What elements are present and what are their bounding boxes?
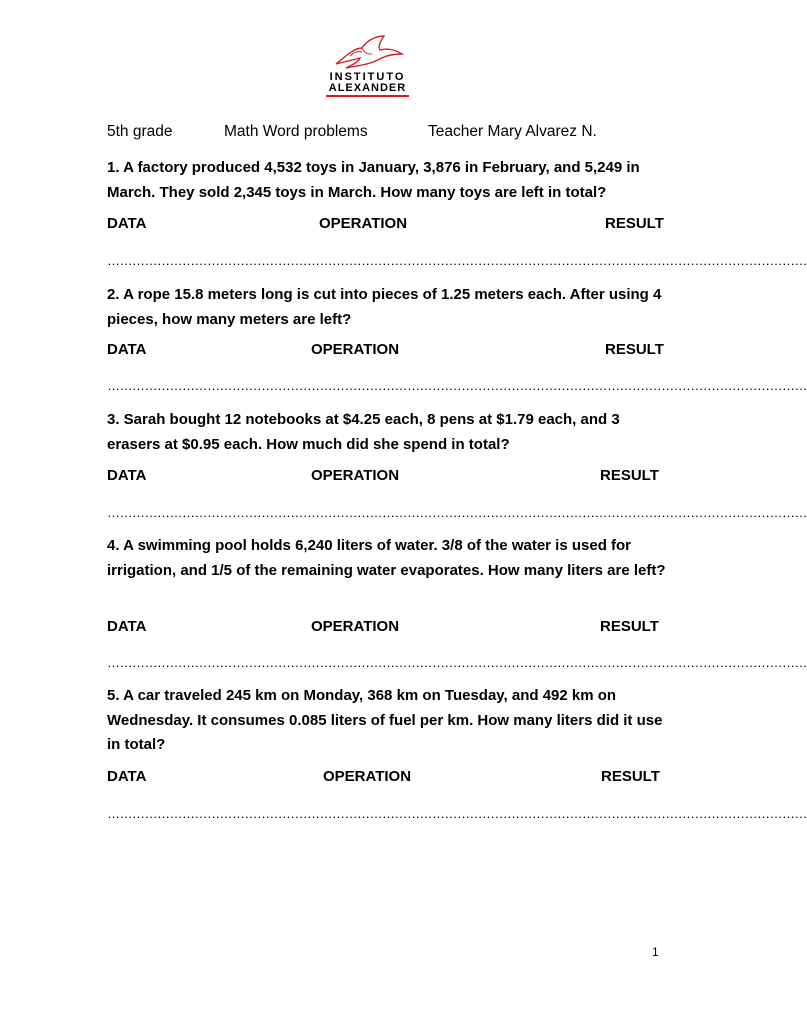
result-label: RESULT (605, 341, 664, 358)
answer-line-1: …………………………………………………………………………………………………………………………………………………… (107, 253, 807, 268)
data-label: DATA (107, 618, 147, 635)
result-label: RESULT (601, 768, 660, 785)
page-number: 1 (652, 945, 659, 959)
operation-label: OPERATION (311, 618, 400, 635)
answer-line-5: …………………………………………………………………………………………………………………………………………………… (107, 806, 807, 821)
problem-4-text: 4. A swimming pool holds 6,240 liters of water. 3/8 of the water is used for irrigation, and 1/5 of the remaining water evaporates. How many liters are left? (107, 537, 666, 579)
answer-line-4: …………………………………………………………………………………………………………………………………………………… (107, 655, 807, 670)
operation-label: OPERATION (323, 768, 412, 785)
data-label: DATA (107, 341, 147, 358)
logo-underline (326, 95, 409, 97)
problem-2-text: 2. A rope 15.8 meters long is cut into pieces of 1.25 meters each. After using 4 pieces, how many meters are left? (107, 286, 662, 328)
answer-line-2: …………………………………………………………………………………………………………………………………………………… (107, 378, 807, 393)
problem-3-labels (107, 467, 659, 487)
problem-1-text: 1. A factory produced 4,532 toys in January, 3,876 in February, and 5,249 in March. They sold 2,345 toys in March. How many toys are left in total? (107, 159, 640, 201)
dove-icon (332, 34, 404, 70)
logo-text-line1: INSTITUTO (329, 71, 406, 83)
problem-2-labels (107, 341, 664, 361)
result-label: RESULT (600, 467, 659, 484)
problem-4-labels (107, 618, 659, 638)
answer-line-3: …………………………………………………………………………………………………………………………………………………… (107, 505, 807, 520)
problem-5-text: 5. A car traveled 245 km on Monday, 368 km on Tuesday, and 492 km on Wednesday. It consumes 0.085 liters of fuel per km. How many liters did it use in total? (107, 687, 663, 753)
subject-label: Math Word problems (224, 123, 368, 140)
result-label: RESULT (600, 618, 659, 635)
data-label: DATA (107, 467, 147, 484)
logo-text-line2: ALEXANDER (328, 82, 407, 94)
school-logo (320, 34, 415, 100)
data-label: DATA (107, 768, 147, 785)
problem-1-labels (107, 215, 664, 235)
problem-3-text: 3. Sarah bought 12 notebooks at $4.25 each, 8 pens at $1.79 each, and 3 erasers at $0.95 each. How much did she spend in total? (107, 411, 620, 453)
teacher-label: Teacher Mary Alvarez N. (428, 123, 597, 140)
operation-label: OPERATION (311, 467, 400, 484)
operation-label: OPERATION (311, 341, 400, 358)
grade-label: 5th grade (107, 123, 173, 140)
problem-5-labels (107, 768, 659, 788)
operation-label: OPERATION (319, 215, 408, 232)
data-label: DATA (107, 215, 147, 232)
result-label: RESULT (605, 215, 664, 232)
